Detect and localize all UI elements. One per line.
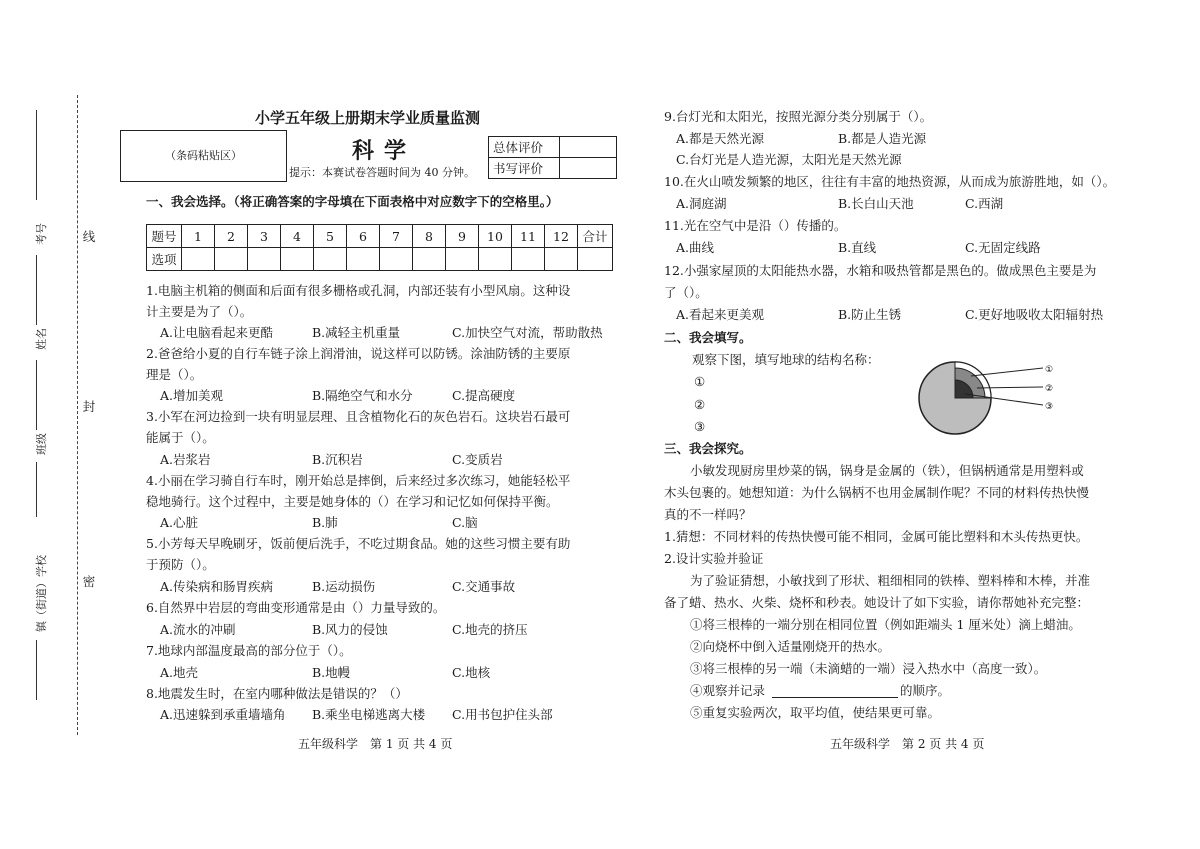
question-stem: 9.台灯光和太阳光，按照光源分类分别属于（）。: [664, 109, 933, 124]
qnum-cell: 10: [479, 225, 512, 248]
option-c: C.交通事故: [452, 579, 516, 594]
name-label: 姓名: [35, 328, 48, 350]
question-stem: 10.在火山喷发频繁的地区，往往有丰富的地热资源，从而成为旅游胜地，如（）。: [664, 174, 1116, 189]
pointer-line: [971, 368, 1043, 376]
option-a: A.看起来更美观: [676, 307, 765, 322]
diagram-label: ①: [1045, 365, 1054, 375]
answer-cell[interactable]: [545, 248, 578, 271]
qnum-cell: 4: [281, 225, 314, 248]
option-a: A.曲线: [676, 240, 715, 255]
barcode-label: （条码粘贴区）: [165, 149, 242, 162]
answer-cell[interactable]: [314, 248, 347, 271]
section1-title: 一、我会选择。（将正确答案的字母填在下面表格中对应数字下的空格里。）: [146, 194, 559, 209]
blank-label: ①: [694, 374, 706, 389]
option-b: B.直线: [838, 240, 877, 255]
section3-title: 三、我会探究。: [664, 441, 752, 456]
option-c: C.变质岩: [452, 452, 503, 467]
question-stem: 3.小军在河边捡到一块有明显层理、且含植物化石的灰色岩石。这块岩石最可: [146, 409, 571, 424]
blank-label: ②: [694, 397, 706, 412]
answer-cell[interactable]: [512, 248, 545, 271]
question-stem: 8.地震发生时，在室内哪种做法是错误的？（）: [146, 686, 408, 701]
question-stem: 4.小丽在学习骑自行车时，刚开始总是摔倒，后来经过多次练习，她能轻松平: [146, 473, 571, 488]
option-b: B.都是人造光源: [838, 131, 927, 146]
option-c: C.提高硬度: [452, 388, 516, 403]
diagram-label: ③: [1045, 402, 1054, 412]
section2-instruction: 观察下图，填写地球的结构名称：: [692, 352, 880, 367]
qnum-cell: 8: [413, 225, 446, 248]
option-b: B.防止生锈: [838, 307, 902, 322]
qnum-cell: 7: [380, 225, 413, 248]
option-c: C.用书包护住头部: [452, 707, 553, 722]
qnum-cell: 12: [545, 225, 578, 248]
qnum-cell: 9: [446, 225, 479, 248]
eval-total-label: 总体评价: [489, 137, 560, 158]
answer-cell[interactable]: [446, 248, 479, 271]
answer-cell[interactable]: [248, 248, 281, 271]
option-b: B.肺: [312, 515, 338, 530]
answer-table: [146, 224, 613, 271]
qnum-cell: 5: [314, 225, 347, 248]
exam-no-label: 考号: [35, 223, 48, 245]
qnum-cell: 11: [512, 225, 545, 248]
design-paragraph: 为了验证猜想，小敏找到了形状、粗细相同的铁棒、塑料棒和木棒，并准: [690, 573, 1091, 588]
option-c: C.西湖: [965, 196, 1004, 211]
option-c: C.更好地吸收太阳辐射热: [965, 307, 1104, 322]
option-b: B.地幔: [312, 665, 351, 680]
question-stem: 12.小强家屋顶的太阳能热水器，水箱和吸热管都是黑色的。做成黑色主要是为: [664, 263, 1097, 278]
option-a: A.让电脑看起来更酷: [160, 325, 274, 340]
option-a: A.迅速躲到承重墙墙角: [160, 707, 286, 722]
question-stem: 2.爸爸给小夏的自行车链子涂上润滑油，说这样可以防锈。涂油防锈的主要原: [146, 346, 571, 361]
answer-cell[interactable]: [215, 248, 248, 271]
question-stem-cont: 能属于（）。: [146, 430, 215, 445]
section3-intro: 木头包裹的。她想知道：为什么锅柄不也用金属制作呢？不同的材料传热快慢: [664, 485, 1090, 500]
eval-writing-label: 书写评价: [489, 158, 560, 179]
secret-label: 密: [81, 575, 96, 588]
design-heading: 2.设计实验并验证: [664, 551, 764, 566]
total-cell[interactable]: [578, 248, 613, 271]
qnum-cell: 1: [182, 225, 215, 248]
answer-table-header-row: [147, 225, 613, 248]
blank-label: ③: [694, 419, 706, 434]
qnum-cell: 6: [347, 225, 380, 248]
design-paragraph: 备了蜡、热水、火柴、烧杯和秒表。她设计了如下实验，请你帮她补充完整：: [664, 595, 1090, 610]
diagram-label: ②: [1045, 384, 1054, 394]
step-4-prefix: ④观察并记录: [690, 683, 766, 698]
exam-tip: 提示：本赛试卷答题时间为 40 分钟。: [289, 166, 475, 179]
evaluation-table: [488, 136, 617, 179]
name-line: [36, 255, 37, 325]
step-2: ②向烧杯中倒入适量刚烧开的热水。: [690, 639, 891, 654]
option-b: B.乘坐电梯逃离大楼: [312, 707, 426, 722]
option-label: 选项: [147, 248, 182, 271]
question-no-label: 题号: [147, 225, 182, 248]
total-label: 合计: [578, 225, 613, 248]
question-stem: 11.光在空气中是沿（）传播的。: [664, 218, 847, 233]
question-stem: 5.小芳每天早晚刷牙，饭前便后洗手，不吃过期食品。她的这些习惯主要有助: [146, 536, 571, 551]
school-label: 镇（街道）学校: [35, 555, 48, 632]
option-a: A.地壳: [160, 665, 199, 680]
question-stem: 7.地球内部温度最高的部分位于（）。: [146, 643, 352, 658]
class-label: 班级: [35, 433, 48, 455]
answer-cell[interactable]: [380, 248, 413, 271]
eval-total-cell[interactable]: [560, 137, 617, 158]
qnum-cell: 2: [215, 225, 248, 248]
hypothesis: 1.猜想：不同材料的传热快慢可能不相同，金属可能比塑料和木头传热更快。: [664, 529, 1089, 544]
option-c: C.加快空气对流，帮助散热: [452, 325, 603, 340]
option-c: C.无固定线路: [965, 240, 1041, 255]
section2-title: 二、我会填写。: [664, 330, 752, 345]
question-stem-cont: 于预防（）。: [146, 557, 215, 572]
subject-title: 科学: [352, 138, 417, 164]
cut-line: [77, 95, 78, 735]
option-b: B.隔绝空气和水分: [312, 388, 413, 403]
answer-cell[interactable]: [413, 248, 446, 271]
option-b: B.沉积岩: [312, 452, 363, 467]
answer-cell[interactable]: [182, 248, 215, 271]
step-3: ③将三根棒的另一端（未滴蜡的一端）浸入热水中（高度一致）。: [690, 661, 1047, 676]
class-line: [36, 360, 37, 430]
page-footer-left: 五年级科学 第 1 页 共 4 页: [298, 737, 453, 751]
town-line: [36, 640, 37, 700]
page-footer-right: 五年级科学 第 2 页 共 4 页: [830, 737, 985, 751]
option-a: A.都是天然光源: [676, 131, 765, 146]
option-b: B.减轻主机重量: [312, 325, 401, 340]
exam-no-line: [36, 110, 37, 200]
section3-intro: 真的不一样吗？: [664, 507, 752, 522]
question-stem: 1.电脑主机箱的侧面和后面有很多栅格或孔洞，内部还装有小型风扇。这种设: [146, 283, 571, 298]
school-line: [36, 462, 37, 517]
question-stem-cont: 稳地骑行。这个过程中，主要是她身体的（）在学习和记忆如何保持平衡。: [146, 494, 559, 509]
answer-cell[interactable]: [479, 248, 512, 271]
seal-label: 封: [81, 400, 96, 413]
option-a: A.流水的冲刷: [160, 622, 236, 637]
question-stem: 6.自然界中岩层的弯曲变形通常是由（）力量导致的。: [146, 600, 446, 615]
answer-table-option-row: [147, 248, 613, 271]
option-c: C.地壳的挤压: [452, 622, 528, 637]
option-c: C.台灯光是人造光源，太阳光是天然光源: [676, 152, 902, 167]
question-stem-cont: 了（）。: [664, 285, 708, 300]
option-c: C.地核: [452, 665, 491, 680]
step-1: ①将三根棒的一端分别在相同位置（例如距端头 1 厘米处）滴上蜡油。: [690, 617, 1081, 632]
option-a: A.增加美观: [160, 388, 224, 403]
barcode-area: [120, 130, 287, 182]
step-4-blank[interactable]: [772, 697, 898, 698]
answer-cell[interactable]: [347, 248, 380, 271]
option-a: A.洞庭湖: [676, 196, 727, 211]
eval-writing-cell[interactable]: [560, 158, 617, 179]
option-b: B.风力的侵蚀: [312, 622, 388, 637]
line-label: 线: [81, 230, 96, 243]
option-a: A.岩浆岩: [160, 452, 211, 467]
step-4-suffix: 的顺序。: [900, 683, 951, 698]
option-b: B.运动损伤: [312, 579, 376, 594]
option-a: A.心脏: [160, 515, 199, 530]
option-c: C.脑: [452, 515, 478, 530]
earth-structure-diagram: [915, 358, 1065, 442]
step-5: ⑤重复实验两次，取平均值，使结果更可靠。: [690, 705, 941, 720]
question-stem-cont: 计主要是为了（）。: [146, 304, 253, 319]
question-stem-cont: 理是（）。: [146, 367, 203, 382]
exam-title: 小学五年级上册期末学业质量监测: [255, 109, 481, 127]
answer-cell[interactable]: [281, 248, 314, 271]
section3-intro: 小敏发现厨房里炒菜的锅，锅身是金属的（铁），但锅柄通常是用塑料或: [690, 463, 1084, 478]
option-a: A.传染病和肠胃疾病: [160, 579, 274, 594]
option-b: B.长白山天池: [838, 196, 914, 211]
qnum-cell: 3: [248, 225, 281, 248]
